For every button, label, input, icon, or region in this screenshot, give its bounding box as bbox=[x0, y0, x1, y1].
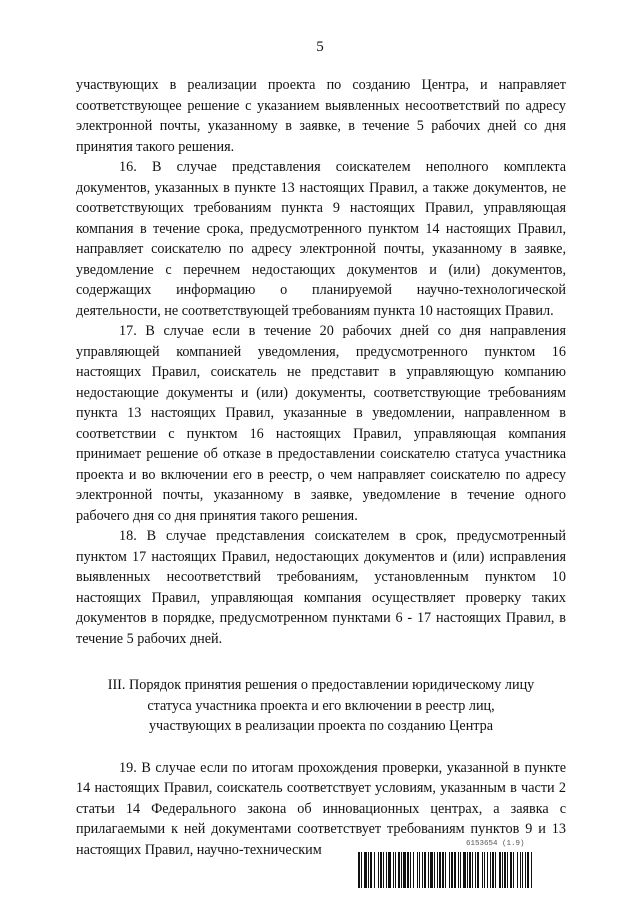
barcode-icon bbox=[356, 852, 626, 888]
paragraph-16: 16. В случае представления соискателем неполного комплекта документов, указанных в пункте 13 настоящих Правил, а также документов, не соответствующих требованиям пункта 9 настоящих Правил, управляющая компания в течение срока, предусмотренного пунктом 14 настоящих Правил, направляет соискателю по адресу электронной почты, указанному в заявке, уведомление с перечнем недостающих документов и (или) документов, содержащих информацию о планируемой научно-технологической деятельности, не соответствующей требованиям пункта 10 настоящих Правил. bbox=[76, 159, 566, 319]
barcode-caption: 6153654 (1.9) bbox=[466, 840, 525, 848]
section-heading-line-2: статуса участника проекта и его включении в реестр лиц, bbox=[147, 697, 495, 714]
paragraph-19: 19. В случае если по итогам прохождения проверки, указанной в пункте 14 настоящих Правил, соискатель соответствует условиям, указанным в части 2 статьи 14 Федерального закона об инновационных центрах, а заявка с прилагаемыми к ней документами соответствует требованиям пунктов 9 и 13 настоящих Правил, научно-техническим bbox=[76, 759, 566, 858]
section-heading-line-1: III. Порядок принятия решения о предоставлении юридическому лицу bbox=[107, 677, 535, 693]
paragraph-18: 18. В случае представления соискателем в срок, предусмотренный пунктом 17 настоящих Правил, недостающих документов и (или) исправления выявленных несоответствий требованиям, установленным пунктом 10 настоящих Правил, управляющая компания осуществляет проверку таких документов в порядке, предусмотренном пунктами 6 - 17 настоящих Правил, в течение 5 рабочих дней. bbox=[76, 528, 566, 647]
paragraph-continuation: участвующих в реализации проекта по созданию Центра, и направляет соответствующее решение с указанием выявленных несоответствий по адресу электронной почты, указанному в заявке, в течение 5 рабочих дней со дня принятия такого решения. bbox=[76, 77, 566, 155]
barcode-stamp bbox=[356, 840, 626, 890]
section-heading-line-3: участвующих в реализации проекта по созданию Центра bbox=[148, 718, 494, 734]
page-number: 5 bbox=[316, 39, 324, 55]
paragraph-17: 17. В случае если в течение 20 рабочих дней со дня направления управляющей компанией уведомления, предусмотренного пунктом 16 настоящих Правил, соискатель не представит в управляющую компанию недостающие документы и (или) документы, соответствующие требованиям пункта 13 настоящих Правил, указанные в уведомлении, направленном в соответствии с пунктом 16 настоящих Правил, управляющая компания принимает решение об отказе в предоставлении соискателю статуса участника проекта и во включении его в реестр, о чем направляет соискателю по адресу электронной почты, указанному в заявке, уведомление в течение одного рабочего дня со дня принятия такого решения. bbox=[76, 323, 566, 524]
document-body bbox=[76, 75, 566, 860]
section-heading bbox=[76, 675, 566, 737]
